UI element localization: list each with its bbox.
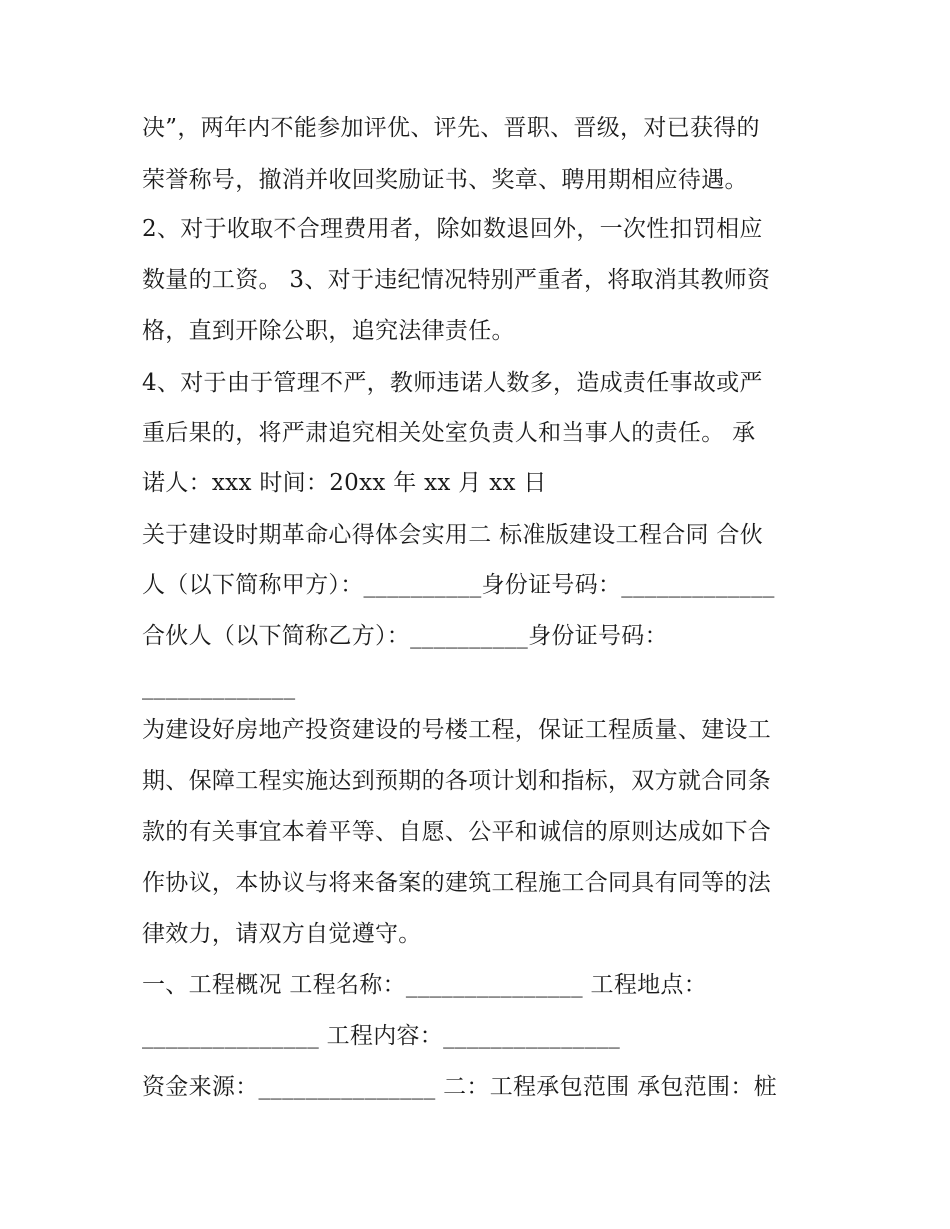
text-line: 4、对于由于管理不严，教师违诺人数多，造成责任事故或严 [142,370,763,396]
text-line: 关于建设时期革命心得体会实用二 标准版建设工程合同 合伙 [142,522,764,548]
text-line: 款的有关事宜本着平等、自愿、公平和诚信的原则达成如下合 [142,819,772,845]
text-line: 荣誉称号，撤消并收回奖励证书、奖章、聘用期相应待遇。 [142,167,748,193]
text-line: 数量的工资。 3、对于违纪情况特别严重者，将取消其教师资 [142,267,771,293]
text-line: _______________ 工程内容：_______________ [142,1023,621,1049]
text-line: 合伙人（以下简称乙方）：__________身份证号码： [142,623,668,649]
text-line: 资金来源：_______________ 二：工程承包范围 承包范围：桩 [142,1074,777,1100]
text-line: 期、保障工程实施达到预期的各项计划和指标，双方就合同条 [142,768,772,794]
text-line: 人（以下简称甲方）：__________身份证号码：_____________ [142,572,775,598]
text-line: 一、工程概况 工程名称：_______________ 工程地点： [142,972,708,998]
text-line: 2、对于收取不合理费用者，除如数退回外，一次性扣罚相应 [142,216,763,242]
text-line: 决”，两年内不能参加评优、评先、晋职、晋级，对已获得的 [142,115,760,141]
text-line: 格，直到开除公职，追究法律责任。 [142,318,515,344]
text-line: _____________ [142,674,296,700]
text-line: 重后果的，将严肃追究相关处室负责人和当事人的责任。 承 [142,420,756,446]
text-line: 诺人：xxx 时间：20xx 年 xx 月 xx 日 [142,470,547,496]
text-line: 作协议，本协议与将来备案的建筑工程施工合同具有同等的法 [142,870,772,896]
text-line: 律效力，请双方自觉遵守。 [142,921,422,947]
text-line: 为建设好房地产投资建设的号楼工程，保证工程质量、建设工 [142,717,772,743]
